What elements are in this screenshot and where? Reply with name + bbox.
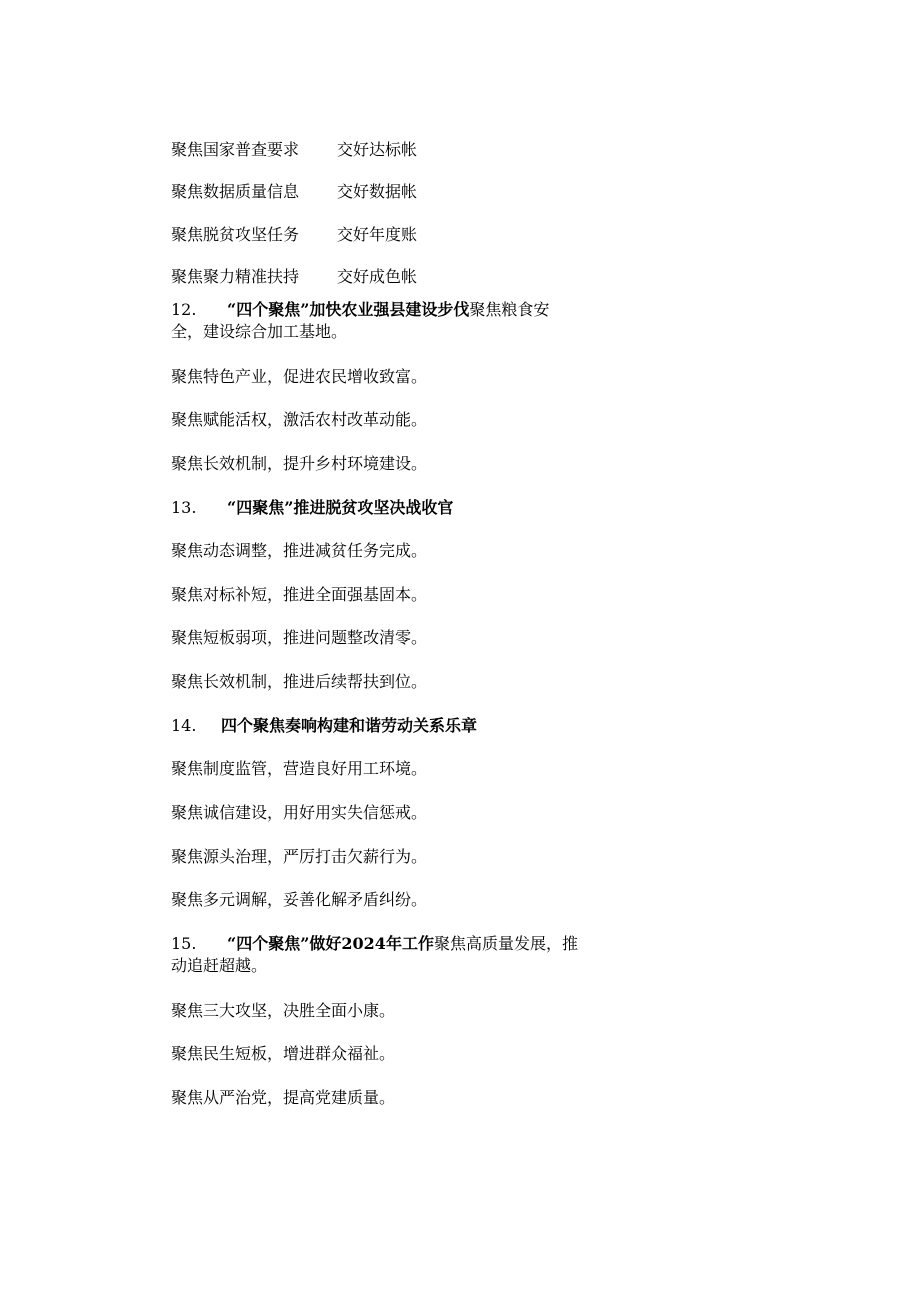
pair-line <box>171 225 418 245</box>
section-12-heading <box>171 299 581 343</box>
section-number: 13. <box>171 498 197 517</box>
pair-focus-text: 聚焦国家普查要求 <box>171 140 300 159</box>
pair-account-text: 交好年度账 <box>337 225 418 244</box>
pair-account-text: 交好数据帐 <box>337 182 418 201</box>
pair-line <box>171 182 418 202</box>
list-item: 聚焦源头治理，严厉打击欠薪行为。 <box>171 847 428 866</box>
pair-line <box>171 140 418 160</box>
section-title: “四个聚焦”做好2024年工作 <box>227 934 434 953</box>
section-number: 15. <box>171 934 197 953</box>
list-item: 聚焦短板弱项，推进问题整改清零。 <box>171 628 428 647</box>
section-title: “四聚焦”推进脱贫攻坚决战收官 <box>227 498 454 517</box>
section-14-heading <box>171 716 477 736</box>
pair-focus-text: 聚焦聚力精准扶持 <box>171 267 300 286</box>
list-item: 聚焦民生短板，增进群众福祉。 <box>171 1044 396 1063</box>
section-number: 14. <box>171 716 197 735</box>
pair-account-text: 交好达标帐 <box>337 140 418 159</box>
pair-focus-text: 聚焦脱贫攻坚任务 <box>171 225 300 244</box>
list-item: 聚焦多元调解，妥善化解矛盾纠纷。 <box>171 890 428 909</box>
section-number: 12. <box>171 300 197 319</box>
list-item: 聚焦制度监管，营造良好用工环境。 <box>171 759 428 778</box>
section-15-heading <box>171 933 581 977</box>
section-title: 四个聚焦奏响构建和谐劳动关系乐章 <box>221 716 478 735</box>
list-item: 聚焦三大攻坚，决胜全面小康。 <box>171 1001 396 1020</box>
list-item: 聚焦从严治党，提高党建质量。 <box>171 1088 396 1107</box>
pair-line <box>171 267 418 287</box>
list-item: 聚焦对标补短，推进全面强基固本。 <box>171 585 428 604</box>
section-13-heading <box>171 498 453 518</box>
pair-focus-text: 聚焦数据质量信息 <box>171 182 300 201</box>
list-item: 聚焦赋能活权，激活农村改革动能。 <box>171 410 428 429</box>
section-title: “四个聚焦”加快农业强县建设步伐 <box>227 300 470 319</box>
list-item: 聚焦长效机制，推进后续帮扶到位。 <box>171 672 428 691</box>
list-item: 聚焦诚信建设，用好用实失信惩戒。 <box>171 803 428 822</box>
list-item: 聚焦特色产业，促进农民增收致富。 <box>171 367 428 386</box>
list-item: 聚焦动态调整，推进减贫任务完成。 <box>171 541 428 560</box>
section-lead-text: 聚焦粮食安全，建设综合加工基地。 <box>171 300 550 341</box>
list-item: 聚焦长效机制，提升乡村环境建设。 <box>171 454 428 473</box>
section-lead-text: 聚焦高质量发展，推动追赶超越。 <box>171 934 578 975</box>
pair-account-text: 交好成色帐 <box>337 267 418 286</box>
